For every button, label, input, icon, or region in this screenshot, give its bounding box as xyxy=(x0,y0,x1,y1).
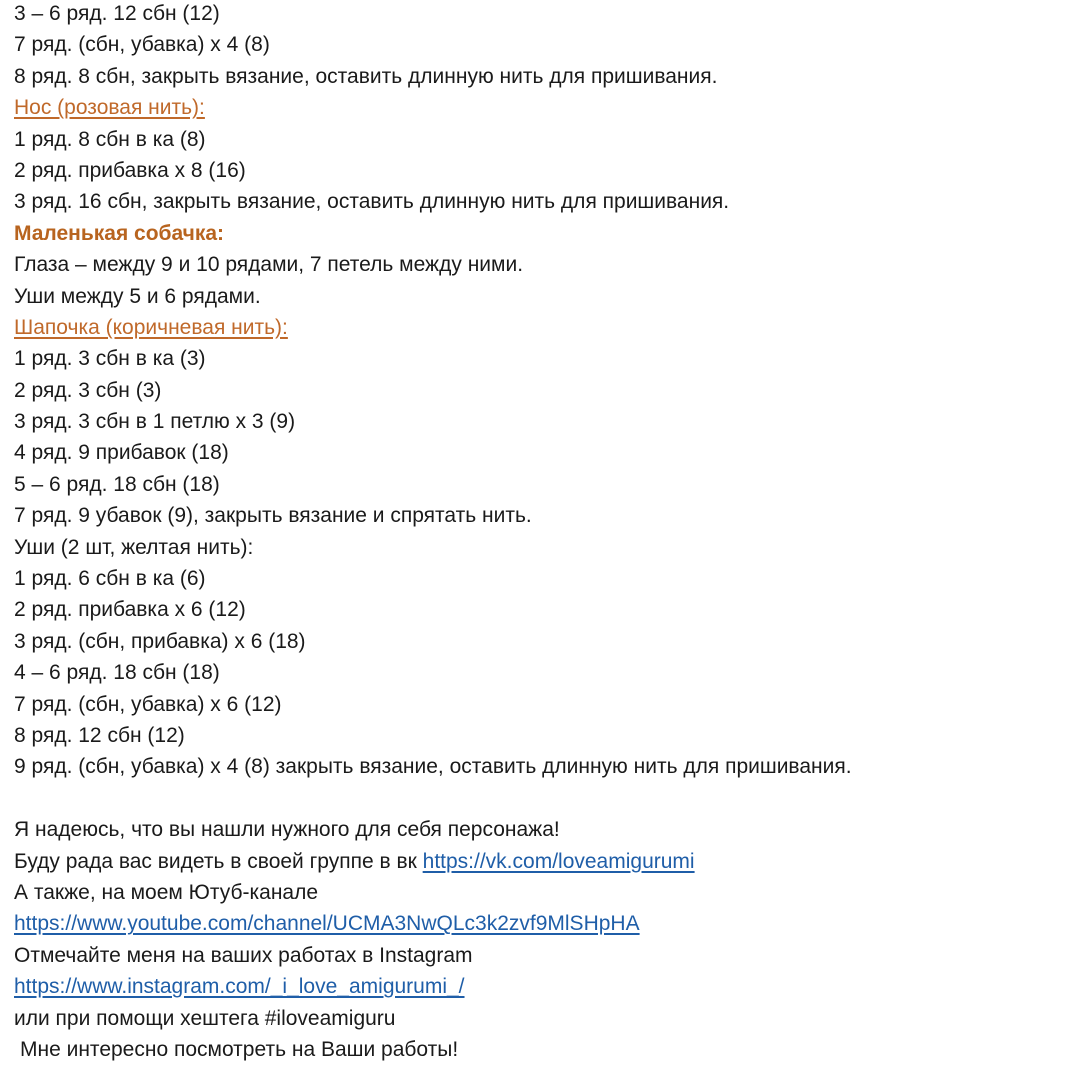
pattern-row: 1 ряд. 6 сбн в ка (6) xyxy=(14,567,206,591)
small-dog-heading: Маленькая собачка: xyxy=(14,221,225,245)
pattern-row: 9 ряд. (сбн, убавка) х 4 (8) закрыть вязание, оставить длинную нить для пришивания. xyxy=(14,755,852,779)
youtube-line xyxy=(14,908,1074,939)
pattern-row: 2 ряд. прибавка х 8 (16) xyxy=(14,158,246,182)
ears-heading: Уши (2 шт, желтая нить): xyxy=(14,535,254,559)
pattern-row: 1 ряд. 8 сбн в ка (8) xyxy=(14,127,206,151)
pattern-row: 5 – 6 ряд. 18 сбн (18) xyxy=(14,472,220,496)
document-page xyxy=(14,0,1074,1065)
small-dog-section xyxy=(14,218,1074,249)
nose-section xyxy=(14,92,1074,123)
hat-section xyxy=(14,312,1074,343)
pattern-row: 2 ряд. прибавка х 6 (12) xyxy=(14,598,246,622)
nose-heading: Нос (розовая нить): xyxy=(14,96,205,120)
hashtag-text: или при помощи хештега #iloveamiguru xyxy=(14,1006,396,1030)
instagram-link[interactable]: https://www.instagram.com/_i_love_amigurumi_/ xyxy=(14,975,465,999)
pattern-row: 8 ряд. 8 сбн, закрыть вязание, оставить длинную нить для пришивания. xyxy=(14,64,718,88)
youtube-link[interactable]: https://www.youtube.com/channel/UCMA3NwQLc3k2zvf9MlSHpHA xyxy=(14,912,640,936)
pattern-row: 3 ряд. 3 сбн в 1 петлю х 3 (9) xyxy=(14,410,296,434)
pattern-row: 4 ряд. 9 прибавок (18) xyxy=(14,441,229,465)
hat-heading: Шапочка (коричневая нить): xyxy=(14,315,288,339)
vk-line xyxy=(14,846,1074,877)
pattern-row: 7 ряд. 9 убавок (9), закрыть вязание и спрятать нить. xyxy=(14,504,532,528)
pattern-row: 7 ряд. (сбн, убавка) х 6 (12) xyxy=(14,692,282,716)
pattern-row: 1 ряд. 3 сбн в ка (3) xyxy=(14,347,206,371)
pattern-row: 2 ряд. 3 сбн (3) xyxy=(14,378,162,402)
instagram-line xyxy=(14,971,1074,1002)
pattern-row: 4 – 6 ряд. 18 сбн (18) xyxy=(14,661,220,685)
pattern-row: 8 ряд. 12 сбн (12) xyxy=(14,723,185,747)
assembly-note: Уши между 5 и 6 рядами. xyxy=(14,284,261,308)
spacer xyxy=(14,783,1074,814)
pattern-row: 3 ряд. 16 сбн, закрыть вязание, оставить длинную нить для пришивания. xyxy=(14,190,730,214)
assembly-note: Глаза – между 9 и 10 рядами, 7 петель между ними. xyxy=(14,253,524,277)
instagram-text: Отмечайте меня на ваших работах в Instagram xyxy=(14,943,473,967)
vk-link[interactable]: https://vk.com/loveamigurumi xyxy=(422,849,695,873)
pattern-row: 3 – 6 ряд. 12 сбн (12) xyxy=(14,2,220,25)
pattern-row: 7 ряд. (сбн, убавка) х 4 (8) xyxy=(14,33,270,57)
pattern-row: 3 ряд. (сбн, прибавка) х 6 (18) xyxy=(14,629,306,653)
vk-text: Буду рада вас видеть в своей группе в вк xyxy=(14,849,423,873)
closing-hope: Я надеюсь, что вы нашли нужного для себя персонажа! xyxy=(14,818,560,842)
closing-final: Мне интересно посмотреть на Ваши работы! xyxy=(20,1037,459,1061)
youtube-text: А также, на моем Ютуб-канале xyxy=(14,880,319,904)
